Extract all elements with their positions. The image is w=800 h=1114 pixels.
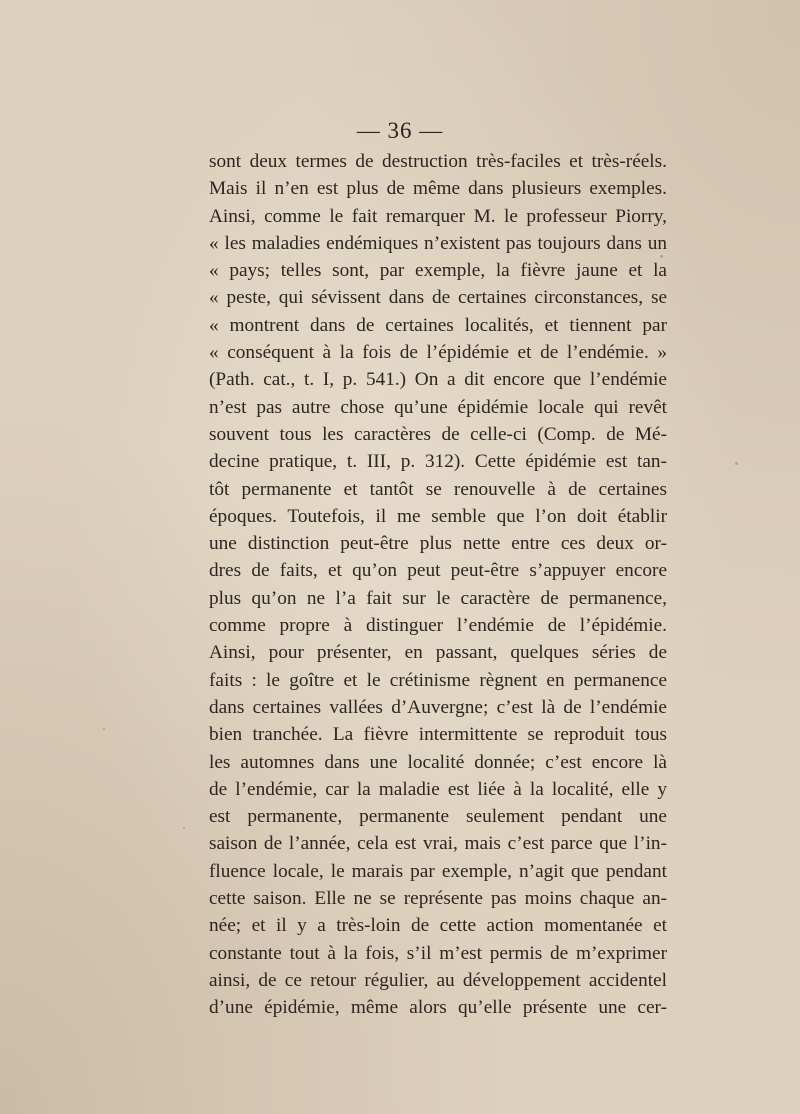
text-line-23: les automnes dans une localité donnée; c’est encore là <box>209 751 667 773</box>
paper-speck <box>183 827 185 829</box>
paper-speck <box>103 728 105 730</box>
text-line-24: de l’endémie, car la maladie est liée à la localité, elle y <box>209 778 667 800</box>
paper-speck <box>735 462 738 465</box>
text-line-25: est permanente, permanente seulement pendant une <box>209 806 667 828</box>
text-line-9: (Path. cat., t. I, p. 541.) On a dit encore que l’endémie <box>209 369 667 391</box>
text-line-10: n’est pas autre chose qu’une épidémie locale qui revêt <box>209 396 667 418</box>
text-line-29: née; et il y a très-loin de cette action momentanée et <box>209 915 667 937</box>
text-line-5: « pays; telles sont, par exemple, la fièvre jaune et la <box>209 260 667 282</box>
text-line-8: « conséquent à la fois de l’épidémie et de l’endémie. » <box>209 342 667 364</box>
page-number: — 36 — <box>356 118 444 143</box>
text-line-20: faits : le goître et le crétinisme règnent en permanence <box>209 669 667 691</box>
text-line-14: époques. Toutefois, il me semble que l’on doit établir <box>209 505 667 527</box>
text-line-27: fluence locale, le marais par exemple, n’agit que pendant <box>209 860 667 882</box>
text-line-31: ainsi, de ce retour régulier, au développement accidentel <box>209 969 667 991</box>
text-line-28: cette saison. Elle ne se représente pas moins chaque an- <box>209 888 667 910</box>
text-line-26: saison de l’année, cela est vrai, mais c’est parce que l’in- <box>209 833 667 855</box>
body-text <box>209 148 667 1022</box>
text-line-3: Ainsi, comme le fait remarquer M. le professeur Piorry, <box>209 205 667 227</box>
paper-speck <box>660 255 663 258</box>
text-line-19: Ainsi, pour présenter, en passant, quelques séries de <box>209 642 667 664</box>
text-line-1: sont deux termes de destruction très-faciles et très-réels. <box>209 151 667 172</box>
text-line-7: « montrent dans de certaines localités, et tiennent par <box>209 314 667 336</box>
text-line-18: comme propre à distinguer l’endémie de l’épidémie. <box>209 615 667 637</box>
text-line-2: Mais il n’en est plus de même dans plusieurs exemples. <box>209 178 667 200</box>
text-line-13: tôt permanente et tantôt se renouvelle à de certaines <box>209 478 667 500</box>
text-line-16: dres de faits, et qu’on peut peut-être s’appuyer encore <box>209 560 667 582</box>
text-line-6: « peste, qui sévissent dans de certaines circonstances, se <box>209 287 667 309</box>
text-line-32: d’une épidémie, même alors qu’elle présente une cer- <box>209 997 667 1019</box>
text-line-30: constante tout à la fois, s’il m’est permis de m’exprimer <box>209 942 667 964</box>
text-line-4: « les maladies endémiques n’existent pas toujours dans un <box>209 232 667 254</box>
text-line-15: une distinction peut-être plus nette entre ces deux or- <box>209 533 667 555</box>
text-line-22: bien tranchée. La fièvre intermittente se reproduit tous <box>209 724 667 746</box>
text-line-11: souvent tous les caractères de celle-ci (Comp. de Mé- <box>209 423 667 445</box>
text-line-21: dans certaines vallées d’Auvergne; c’est là de l’endémie <box>209 696 667 718</box>
text-line-17: plus qu’on ne l’a fait sur le caractère de permanence, <box>209 587 667 609</box>
text-line-12: decine pratique, t. III, p. 312). Cette épidémie est tan- <box>209 451 667 473</box>
